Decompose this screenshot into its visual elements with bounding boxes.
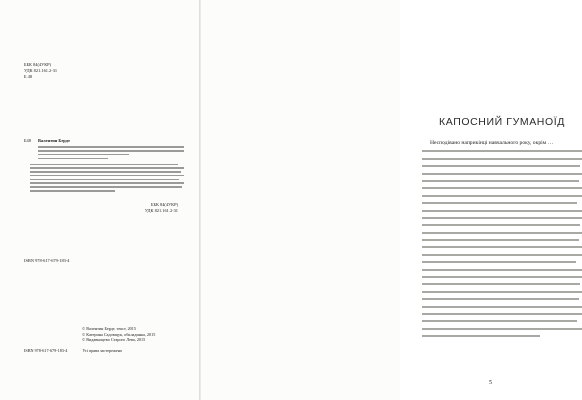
- text-placeholder: [422, 210, 582, 212]
- text-placeholder: [422, 232, 582, 234]
- catalog-codes: [24, 62, 57, 81]
- text-placeholder: [422, 254, 582, 256]
- udk-code: УДК 821.161.2-31: [144, 207, 178, 213]
- copyright-line: © Валентин Бердт, текст, 2015: [82, 326, 136, 331]
- text-placeholder: [422, 320, 577, 322]
- edition-note: Усі права застережено: [82, 348, 123, 353]
- body-text-placeholder: [422, 150, 582, 337]
- text-placeholder: [422, 313, 582, 315]
- isbn-footer: [24, 348, 122, 353]
- text-placeholder: [422, 261, 576, 263]
- copyright-block: [82, 326, 155, 343]
- text-placeholder: [38, 146, 184, 148]
- copyright-line: © Катерина Садовщук, обкладинка, 2015: [82, 331, 156, 337]
- text-placeholder: [30, 167, 184, 169]
- text-placeholder: [422, 195, 582, 197]
- right-page: [201, 0, 565, 400]
- chapter-body: [422, 140, 582, 343]
- left-page: [0, 0, 199, 400]
- text-placeholder: [30, 171, 181, 173]
- card-annotation: [30, 164, 184, 192]
- card-author: Валентин Бердт: [38, 138, 71, 143]
- text-placeholder: [422, 239, 579, 241]
- text-placeholder: [422, 298, 579, 300]
- text-placeholder: [422, 276, 582, 278]
- text-placeholder: [422, 180, 579, 182]
- isbn: ISBN 978-617-679-183-4: [24, 348, 68, 353]
- text-placeholder: [422, 335, 540, 337]
- card-description: [38, 138, 184, 161]
- text-placeholder: [38, 158, 108, 160]
- card-codes-right: [24, 202, 184, 214]
- text-placeholder: [422, 187, 582, 189]
- author-mark: Б 48: [24, 74, 33, 80]
- card-code: Б48: [24, 138, 31, 143]
- text-placeholder: [422, 202, 577, 204]
- page-number: 5: [489, 380, 492, 386]
- text-placeholder: [38, 150, 184, 152]
- text-placeholder: [422, 246, 582, 248]
- text-placeholder: [422, 217, 582, 219]
- text-placeholder: [30, 186, 182, 188]
- text-placeholder: [422, 224, 580, 226]
- text-placeholder: [422, 150, 582, 152]
- text-placeholder: [422, 165, 580, 167]
- text-placeholder: [422, 173, 582, 175]
- text-placeholder: [30, 182, 184, 184]
- text-placeholder: [422, 283, 580, 285]
- text-placeholder: [30, 175, 184, 177]
- text-placeholder: [30, 190, 115, 192]
- udk-code: УДК 821.161.2-31: [24, 68, 58, 74]
- text-placeholder: [30, 164, 178, 166]
- catalog-card: [24, 138, 184, 214]
- text-placeholder: [38, 154, 129, 156]
- bbk-code: ББК 84(4УКР): [150, 201, 178, 207]
- text-placeholder: [422, 291, 582, 293]
- opening-excerpt: Несподівано наприкінці навчального року, окрім …: [430, 140, 554, 146]
- chapter-title: КАПОСНИЙ ГУМАНОЇД: [439, 116, 565, 128]
- text-placeholder: [422, 158, 582, 160]
- bbk-code: ББК 84(4УКР): [24, 62, 52, 67]
- text-placeholder: [422, 306, 582, 308]
- isbn: ISBN 978-617-679-183-4: [24, 258, 70, 263]
- copyright-line: © Видавництво Старого Лева, 2015: [82, 337, 146, 343]
- text-placeholder: [422, 269, 582, 271]
- text-placeholder: [422, 328, 582, 330]
- text-placeholder: [30, 179, 179, 181]
- card-row: [24, 138, 184, 161]
